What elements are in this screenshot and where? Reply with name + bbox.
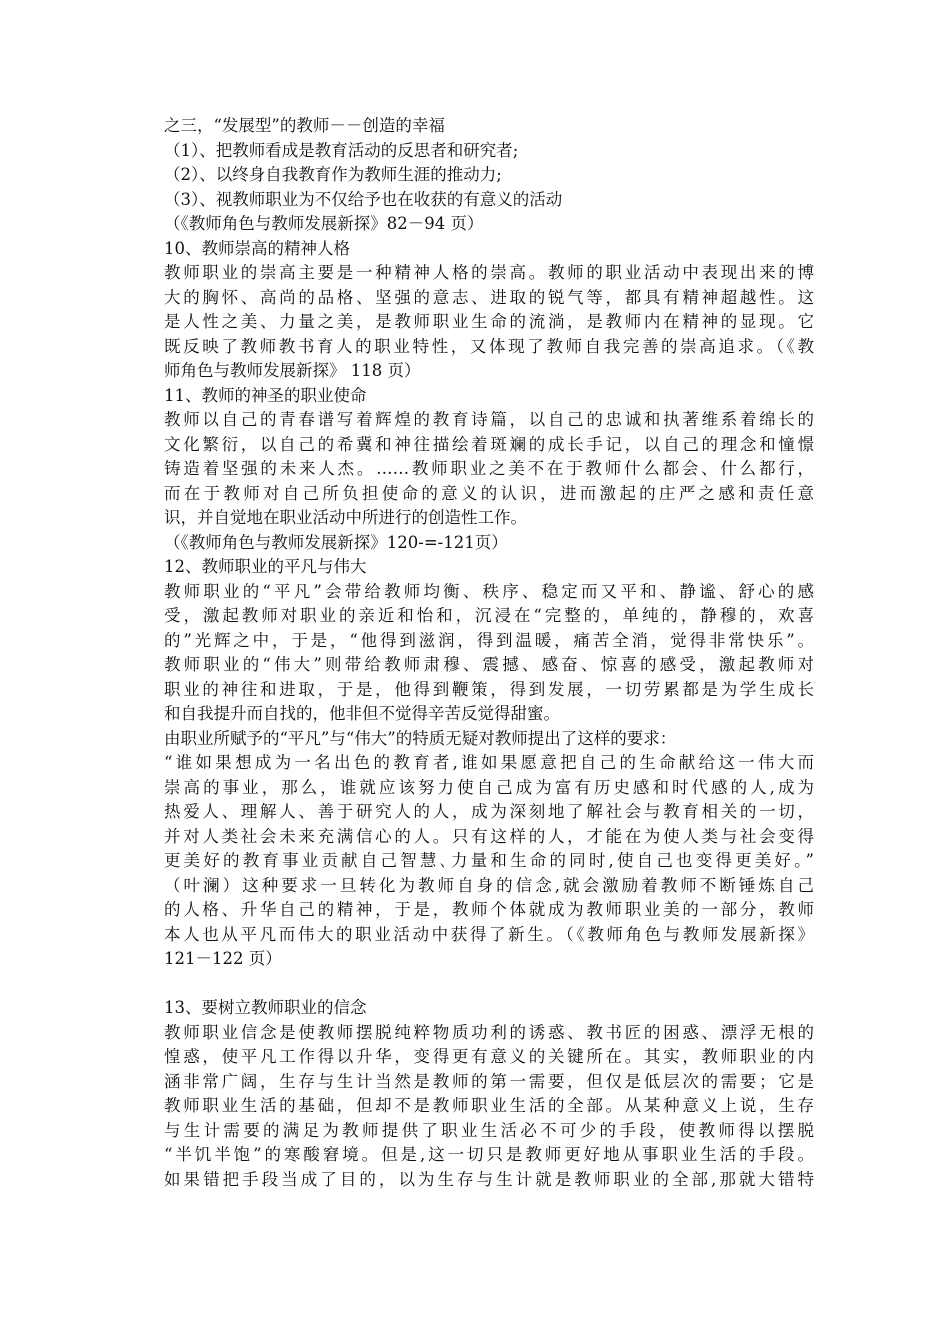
text-line: 教师以自己的青春谱写着辉煌的教育诗篇，以自己的忠诚和执著维系着绵长的 <box>164 410 814 429</box>
text-line: 教师职业的“平凡”会带给教师均衡、秩序、稳定而又平和、静谧、舒心的感 <box>164 581 814 601</box>
text-line: 涵非常广阔，生存与生计当然是教师的第一需要，但仅是低层次的需要；它是 <box>164 1071 814 1091</box>
text-line: 热爱人、理解人、善于研究人的人，成为深刻地了解社会与教育相关的一切， <box>164 802 814 821</box>
text-line: 受，激起教师对职业的亲近和怡和，沉浸在“完整的，单纯的，静穆的，欢喜 <box>164 606 814 625</box>
text-line: 大的胸怀、高尚的品格、坚强的意志、进取的锐气等，都具有精神超越性。这 <box>164 287 814 307</box>
text-line: （叶澜）这种要求一旦转化为教师自身的信念,就会激励着教师不断锤炼自己 <box>164 875 814 895</box>
text-line: （2）、以终身自我教育作为教师生涯的推动力; <box>164 165 502 184</box>
text-line: （《教师角色与教师发展新探》120-=-121页） <box>164 532 508 552</box>
text-line: 10、教师崇高的精神人格 <box>164 238 350 258</box>
blank-line <box>164 972 814 997</box>
text-line: 铸造着坚强的未来人杰。……教师职业之美不在于教师什么都会、什么都行， <box>164 459 814 478</box>
text-line: 本人也从平凡而伟大的职业活动中获得了新生。（《教师角色与教师发展新探》 <box>164 924 814 944</box>
text-line: 之三，“发展型”的教师－－创造的幸福 <box>164 116 445 135</box>
text-line: （3）、视教师职业为不仅给予也在收获的有意义的活动 <box>164 189 563 209</box>
text-line: “半饥半饱”的寒酸窘境。但是,这一切只是教师更好地从事职业生活的手段。 <box>164 1145 814 1164</box>
text-line: 与生计需要的满足为教师提供了职业生活必不可少的手段，使教师得以摆脱 <box>164 1120 814 1140</box>
text-line: 文化繁衍，以自己的希冀和神往描绘着斑斓的成长手记，以自己的理念和憧憬 <box>164 434 814 454</box>
text-line: 师角色与教师发展新探》 118 页） <box>164 361 421 380</box>
text-line: 并对人类社会未来充满信心的人。只有这样的人，才能在为使人类与社会变得 <box>164 826 814 846</box>
text-line: 教师职业生活的基础，但却不是教师职业生活的全部。从某种意义上说，生存 <box>164 1096 814 1115</box>
text-line: （《教师角色与教师发展新探》82－94 页） <box>164 214 484 233</box>
text-line: （1）、把教师看成是教育活动的反思者和研究者; <box>164 140 519 160</box>
text-line: 教师职业的“伟大”则带给教师肃穆、震撼、感奋、惊喜的感受，激起教师对 <box>164 655 814 674</box>
text-line: 12、教师职业的平凡与伟大 <box>164 557 367 576</box>
text-line: 如果错把手段当成了目的，以为生存与生计就是教师职业的全部,那就大错特 <box>164 1169 814 1189</box>
text-line: 和自我提升而自找的，他非但不觉得辛苦反觉得甜蜜。 <box>164 704 560 723</box>
text-line: 11、教师的神圣的职业使命 <box>164 385 367 405</box>
text-line: 惶惑，使平凡工作得以升华，变得更有意义的关键所在。其实，教师职业的内 <box>164 1047 814 1066</box>
document-page <box>164 114 814 1192</box>
text-line: 崇高的事业，那么，谁就应该努力使自己成为富有历史感和时代感的人,成为 <box>164 777 814 797</box>
text-line: 更美好的教育事业贡献自己智慧､力量和生命的同时,使自己也变得更美好。” <box>164 851 814 870</box>
text-line: 的”光辉之中，于是，“他得到滋润，得到温暖，痛苦全消，觉得非常快乐”。 <box>164 630 814 650</box>
text-line: “谁如果想成为一名出色的教育者,谁如果愿意把自己的生命献给这一伟大而 <box>164 753 814 772</box>
text-line: 是人性之美、力量之美，是教师职业生命的流淌，是教师内在精神的显现。它 <box>164 312 814 331</box>
text-line: 而在于教师对自己所负担使命的意义的认识，进而激起的庄严之感和责任意 <box>164 483 814 503</box>
text-line: 的人格、升华自己的精神，于是，教师个体就成为教师职业美的一部分，教师 <box>164 900 814 919</box>
text-line: 既反映了教师教书育人的职业特性，又体现了教师自我完善的崇高追求。（《教 <box>164 336 814 356</box>
text-line: 121－122 页） <box>164 949 282 968</box>
text-line: 教师职业的崇高主要是一种精神人格的崇高。教师的职业活动中表现出来的博 <box>164 263 814 282</box>
text-line: 由职业所赋予的“平凡”与“伟大”的特质无疑对教师提出了这样的要求： <box>164 728 677 748</box>
text-line: 教师职业信念是使教师摆脱纯粹物质功利的诱惑、教书匠的困惑、漂浮无根的 <box>164 1022 814 1042</box>
text-line: 识，并自觉地在职业活动中所进行的创造性工作。 <box>164 508 527 527</box>
text-line: 13、要树立教师职业的信念 <box>164 998 367 1017</box>
text-line: 职业的神往和进取，于是，他得到鞭策，得到发展，一切劳累都是为学生成长 <box>164 679 814 699</box>
